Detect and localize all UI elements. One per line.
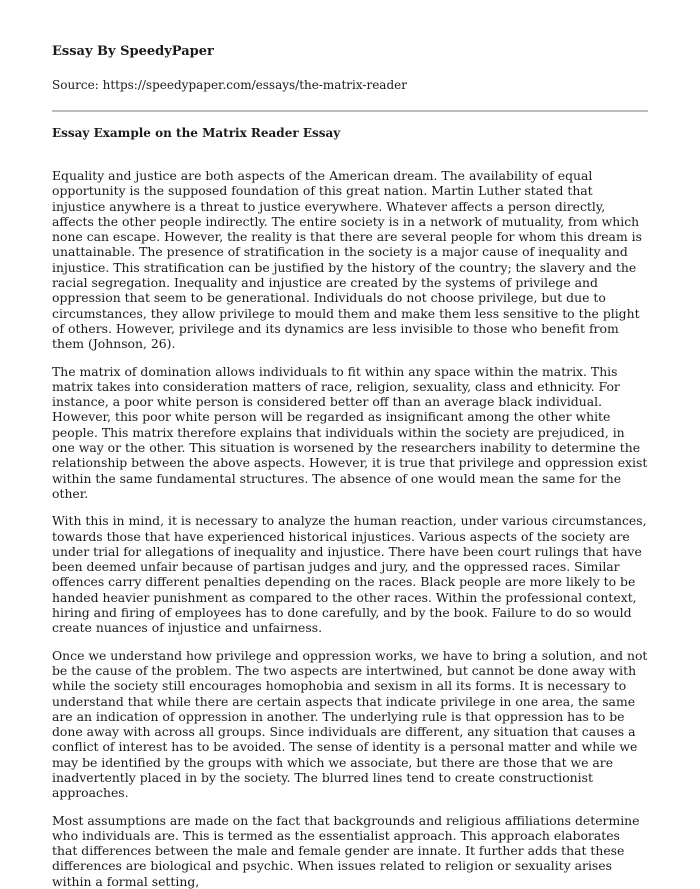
header-divider: [52, 110, 648, 112]
essay-paragraph-4: Once we understand how privilege and oppression works, we have to bring a solution, and not be the cause of the problem. The two aspects are intertwined, but cannot be done away with while the society still encourages homophobia and sexism in all its forms. It is necessary to understand that while there are certain aspects that indicate privilege in one area, the same are an indication of oppression in another. The underlying rule is that oppression has to be done away with across all groups. Since individuals are different, any situation that causes a conflict of interest has to be avoided. The sense of identity is a personal matter and while we may be identified by the groups with which we associate, but there are those that we are inadvertently placed in by the society. The blurred lines tend to create constructionist approaches.: [52, 647, 648, 801]
essay-paragraph-3: With this in mind, it is necessary to analyze the human reaction, under various circumstances, towards those that have experienced historical injustices. Various aspects of the society are under trial for allegations of inequality and injustice. There have been court rulings that have been deemed unfair because of partisan judges and jury, and the oppressed races. Similar offences carry different penalties depending on the races. Black people are more likely to be handed heavier punishment as compared to the other races. Within the professional context, hiring and firing of employees has to done carefully, and by the book. Failure to do so would create nuances of injustice and unfairness.: [52, 513, 647, 636]
document-header-title: Essay By SpeedyPaper: [52, 44, 214, 59]
essay-paragraph-2: The matrix of domination allows individuals to fit within any space within the matrix. This matrix takes into consideration matters of race, religion, sexuality, class and ethnicity. For instance, a poor white person is considered better off than an average black individual. However, this poor white person will be regarded as insignificant among the other white people. This matrix therefore explains that individuals within the society are prejudiced, in one way or the other. This situation is worsened by the researchers inability to determine the relationship between the above aspects. However, it is true that privilege and oppression exist within the same fundamental structures. The absence of one would mean the same for the other.: [52, 363, 648, 501]
source-label: Source:: [52, 78, 103, 92]
essay-title: Essay Example on the Matrix Reader Essay: [52, 126, 341, 140]
source-line: [52, 78, 648, 93]
essay-paragraph-5: Most assumptions are made on the fact that backgrounds and religious affiliations determine who individuals are. This is termed as the essentialist approach. This approach elaborates that differences between the male and female gender are innate. It further adds that these differences are biological and psychic. When issues related to religion or sexuality arises within a formal setting,: [52, 812, 640, 889]
source-url: https://speedypaper.com/essays/the-matrix-reader: [102, 78, 407, 92]
essay-paragraph-1: Equality and justice are both aspects of the American dream. The availability of equal opportunity is the supposed foundation of this great nation. Martin Luther stated that injustice anywhere is a threat to justice everywhere. Whatever affects a person directly, affects the other people indirectly. The entire society is in a network of mutuality, from which none can escape. However, the reality is that there are several people for whom this dream is unattainable. The presence of stratification in the society is a major cause of inequality and injustice. This stratification can be justified by the history of the country; the slavery and the racial segregation. Inequality and injustice are created by the systems of privilege and oppression that seem to be generational. Individuals do not choose privilege, but due to circumstances, they allow privilege to mould them and make them less sensitive to the plight of others. However, privilege and its dynamics are less invisible to those who benefit from them (Johnson, 26).: [52, 168, 642, 352]
essay-body: [52, 168, 648, 889]
